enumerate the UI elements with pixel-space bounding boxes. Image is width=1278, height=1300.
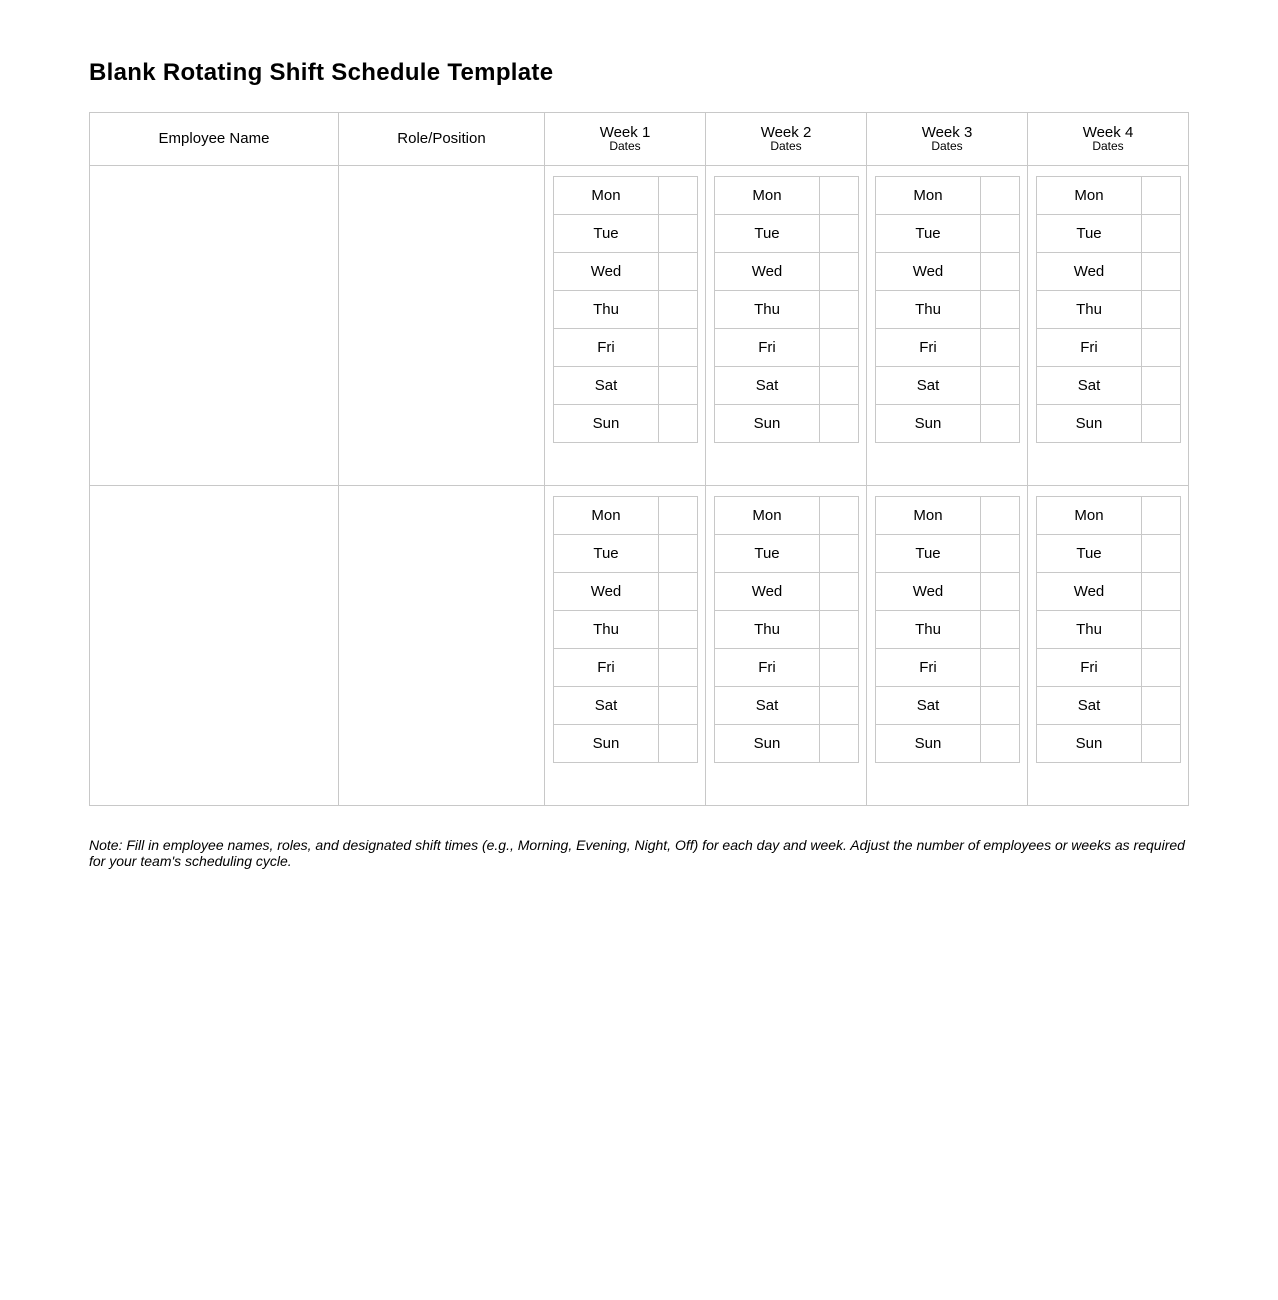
week-2-header <box>706 113 867 166</box>
day-label: Thu <box>1037 611 1142 649</box>
week-1-cell <box>545 166 706 486</box>
employee-name-cell[interactable] <box>90 486 339 806</box>
day-label: Tue <box>876 215 981 253</box>
employee-name-header <box>90 113 339 166</box>
shift-entry-cell[interactable] <box>981 291 1020 329</box>
shift-entry-cell[interactable] <box>820 611 859 649</box>
shift-entry-cell[interactable] <box>820 177 859 215</box>
day-label: Sat <box>715 687 820 725</box>
day-row <box>876 215 1020 253</box>
day-label: Mon <box>554 177 659 215</box>
shift-entry-cell[interactable] <box>981 497 1020 535</box>
day-label: Mon <box>876 177 981 215</box>
day-row <box>715 215 859 253</box>
day-row <box>554 573 698 611</box>
week-label: Week 1 <box>599 124 651 141</box>
day-row <box>554 329 698 367</box>
day-row <box>554 611 698 649</box>
day-label: Mon <box>715 177 820 215</box>
shift-entry-cell[interactable] <box>1142 329 1181 367</box>
employee-row <box>90 166 1189 486</box>
shift-entry-cell[interactable] <box>820 329 859 367</box>
shift-entry-cell[interactable] <box>659 215 698 253</box>
day-label: Thu <box>1037 291 1142 329</box>
week-1-header <box>545 113 706 166</box>
shift-entry-cell[interactable] <box>1142 725 1181 763</box>
shift-entry-cell[interactable] <box>820 535 859 573</box>
shift-entry-cell[interactable] <box>820 725 859 763</box>
day-label: Wed <box>554 253 659 291</box>
day-label: Mon <box>554 497 659 535</box>
shift-entry-cell[interactable] <box>981 725 1020 763</box>
shift-entry-cell[interactable] <box>659 291 698 329</box>
shift-entry-cell[interactable] <box>659 611 698 649</box>
shift-entry-cell[interactable] <box>981 329 1020 367</box>
day-label: Sun <box>715 725 820 763</box>
shift-entry-cell[interactable] <box>659 367 698 405</box>
day-label: Fri <box>1037 329 1142 367</box>
day-row <box>1037 405 1181 443</box>
employee-row <box>90 486 1189 806</box>
day-label: Thu <box>554 611 659 649</box>
day-row <box>554 535 698 573</box>
role-position-cell[interactable] <box>339 166 545 486</box>
shift-entry-cell[interactable] <box>820 497 859 535</box>
shift-entry-cell[interactable] <box>981 405 1020 443</box>
day-row <box>554 497 698 535</box>
day-label: Mon <box>876 497 981 535</box>
day-label: Mon <box>715 497 820 535</box>
day-label: Sat <box>1037 367 1142 405</box>
day-label: Fri <box>554 329 659 367</box>
week-4-cell <box>1028 166 1189 486</box>
shift-entry-cell[interactable] <box>659 687 698 725</box>
day-row <box>876 329 1020 367</box>
day-row <box>1037 367 1181 405</box>
day-row <box>1037 177 1181 215</box>
day-label: Wed <box>876 573 981 611</box>
shift-entry-cell[interactable] <box>659 535 698 573</box>
day-label: Sat <box>876 687 981 725</box>
day-row <box>554 367 698 405</box>
day-label: Fri <box>554 649 659 687</box>
week-label: Week 4 <box>1082 124 1134 141</box>
shift-entry-cell[interactable] <box>820 253 859 291</box>
note-text: Note: Fill in employee names, roles, and designated shift times (e.g., Morning, Evening, Night, Off) for each day and week. Adjust the number of employees or weeks as required for your team's scheduling cycle. <box>89 837 1185 869</box>
day-label: Sun <box>1037 725 1142 763</box>
shift-entry-cell[interactable] <box>1142 291 1181 329</box>
week-label: Week 3 <box>921 124 973 141</box>
shift-entry-cell[interactable] <box>820 573 859 611</box>
page-title: Blank Rotating Shift Schedule Template <box>89 59 554 86</box>
week-label: Week 2 <box>760 124 812 141</box>
header-row <box>90 113 1189 166</box>
day-row <box>1037 291 1181 329</box>
shift-entry-cell[interactable] <box>659 649 698 687</box>
shift-entry-cell[interactable] <box>1142 215 1181 253</box>
day-row <box>715 405 859 443</box>
day-label: Tue <box>715 215 820 253</box>
day-label: Wed <box>1037 253 1142 291</box>
day-label: Sun <box>1037 405 1142 443</box>
day-row <box>554 687 698 725</box>
week-1-cell <box>545 486 706 806</box>
shift-entry-cell[interactable] <box>659 497 698 535</box>
day-row <box>554 291 698 329</box>
day-label: Wed <box>876 253 981 291</box>
day-row <box>715 725 859 763</box>
day-label: Sun <box>876 405 981 443</box>
day-label: Tue <box>554 535 659 573</box>
week-4-header <box>1028 113 1189 166</box>
day-label: Sat <box>876 367 981 405</box>
shift-entry-cell[interactable] <box>981 687 1020 725</box>
day-label: Sat <box>554 367 659 405</box>
shift-entry-cell[interactable] <box>1142 497 1181 535</box>
day-label: Thu <box>876 291 981 329</box>
day-label: Tue <box>1037 535 1142 573</box>
day-row <box>876 725 1020 763</box>
day-label: Fri <box>1037 649 1142 687</box>
day-row <box>876 573 1020 611</box>
day-row <box>876 367 1020 405</box>
day-row <box>554 177 698 215</box>
day-row <box>715 177 859 215</box>
day-row <box>554 253 698 291</box>
employee-name-cell[interactable] <box>90 166 339 486</box>
role-position-header-label: Role/Position <box>397 130 486 147</box>
day-row <box>715 687 859 725</box>
day-label: Sun <box>715 405 820 443</box>
week-dates: Dates <box>609 139 641 153</box>
day-label: Tue <box>554 215 659 253</box>
day-row <box>1037 535 1181 573</box>
shift-entry-cell[interactable] <box>1142 573 1181 611</box>
day-grid <box>714 496 859 763</box>
day-label: Tue <box>1037 215 1142 253</box>
day-label: Fri <box>876 329 981 367</box>
shift-entry-cell[interactable] <box>981 535 1020 573</box>
shift-entry-cell[interactable] <box>659 405 698 443</box>
shift-entry-cell[interactable] <box>659 725 698 763</box>
day-row <box>876 177 1020 215</box>
shift-entry-cell[interactable] <box>1142 611 1181 649</box>
shift-entry-cell[interactable] <box>981 573 1020 611</box>
shift-entry-cell[interactable] <box>981 611 1020 649</box>
day-row <box>715 291 859 329</box>
day-row <box>715 535 859 573</box>
shift-entry-cell[interactable] <box>1142 405 1181 443</box>
day-row <box>876 497 1020 535</box>
shift-entry-cell[interactable] <box>659 329 698 367</box>
day-label: Thu <box>554 291 659 329</box>
employee-name-header-label: Employee Name <box>158 130 270 147</box>
day-label: Sat <box>554 687 659 725</box>
shift-entry-cell[interactable] <box>820 405 859 443</box>
role-position-header <box>339 113 545 166</box>
day-row <box>876 649 1020 687</box>
shift-entry-cell[interactable] <box>659 573 698 611</box>
day-row <box>1037 253 1181 291</box>
day-row <box>715 253 859 291</box>
week-4-cell <box>1028 486 1189 806</box>
day-label: Wed <box>1037 573 1142 611</box>
day-label: Thu <box>715 611 820 649</box>
day-label: Fri <box>715 649 820 687</box>
day-row <box>715 573 859 611</box>
day-row <box>876 405 1020 443</box>
day-label: Sun <box>876 725 981 763</box>
day-row <box>715 329 859 367</box>
shift-entry-cell[interactable] <box>1142 535 1181 573</box>
day-label: Tue <box>715 535 820 573</box>
day-row <box>876 611 1020 649</box>
shift-entry-cell[interactable] <box>659 177 698 215</box>
day-row <box>876 291 1020 329</box>
day-row <box>554 215 698 253</box>
day-row <box>876 253 1020 291</box>
day-row <box>1037 649 1181 687</box>
day-row <box>554 649 698 687</box>
day-grid <box>553 496 698 763</box>
shift-entry-cell[interactable] <box>1142 649 1181 687</box>
day-grid <box>875 176 1020 443</box>
day-grid <box>875 496 1020 763</box>
day-label: Sun <box>554 405 659 443</box>
role-position-cell[interactable] <box>339 486 545 806</box>
shift-entry-cell[interactable] <box>820 687 859 725</box>
week-dates: Dates <box>931 139 963 153</box>
shift-entry-cell[interactable] <box>981 649 1020 687</box>
day-label: Fri <box>876 649 981 687</box>
day-row <box>1037 611 1181 649</box>
day-row <box>1037 497 1181 535</box>
day-label: Thu <box>876 611 981 649</box>
shift-entry-cell[interactable] <box>1142 177 1181 215</box>
day-row <box>1037 573 1181 611</box>
shift-entry-cell[interactable] <box>820 291 859 329</box>
day-row <box>1037 725 1181 763</box>
day-label: Fri <box>715 329 820 367</box>
day-grid <box>714 176 859 443</box>
day-label: Wed <box>715 253 820 291</box>
shift-entry-cell[interactable] <box>981 177 1020 215</box>
day-grid <box>1036 496 1181 763</box>
day-row <box>876 687 1020 725</box>
day-label: Wed <box>554 573 659 611</box>
week-dates: Dates <box>1092 139 1124 153</box>
shift-entry-cell[interactable] <box>1142 687 1181 725</box>
day-label: Sat <box>1037 687 1142 725</box>
day-row <box>1037 687 1181 725</box>
day-row <box>1037 329 1181 367</box>
day-label: Tue <box>876 535 981 573</box>
shift-entry-cell[interactable] <box>981 367 1020 405</box>
week-3-cell <box>867 166 1028 486</box>
day-row <box>554 725 698 763</box>
shift-entry-cell[interactable] <box>820 367 859 405</box>
week-dates: Dates <box>770 139 802 153</box>
shift-entry-cell[interactable] <box>659 253 698 291</box>
week-3-header <box>867 113 1028 166</box>
day-row <box>715 649 859 687</box>
day-label: Mon <box>1037 177 1142 215</box>
shift-entry-cell[interactable] <box>981 253 1020 291</box>
day-grid <box>553 176 698 443</box>
shift-entry-cell[interactable] <box>981 215 1020 253</box>
shift-entry-cell[interactable] <box>820 215 859 253</box>
day-label: Sun <box>554 725 659 763</box>
day-row <box>1037 215 1181 253</box>
shift-entry-cell[interactable] <box>1142 253 1181 291</box>
day-row <box>715 611 859 649</box>
day-label: Wed <box>715 573 820 611</box>
week-2-cell <box>706 486 867 806</box>
day-row <box>715 497 859 535</box>
shift-entry-cell[interactable] <box>820 649 859 687</box>
day-row <box>554 405 698 443</box>
day-row <box>876 535 1020 573</box>
day-label: Sat <box>715 367 820 405</box>
day-label: Mon <box>1037 497 1142 535</box>
day-grid <box>1036 176 1181 443</box>
week-3-cell <box>867 486 1028 806</box>
week-2-cell <box>706 166 867 486</box>
shift-entry-cell[interactable] <box>1142 367 1181 405</box>
day-label: Thu <box>715 291 820 329</box>
schedule-table <box>89 112 1189 806</box>
day-row <box>715 367 859 405</box>
